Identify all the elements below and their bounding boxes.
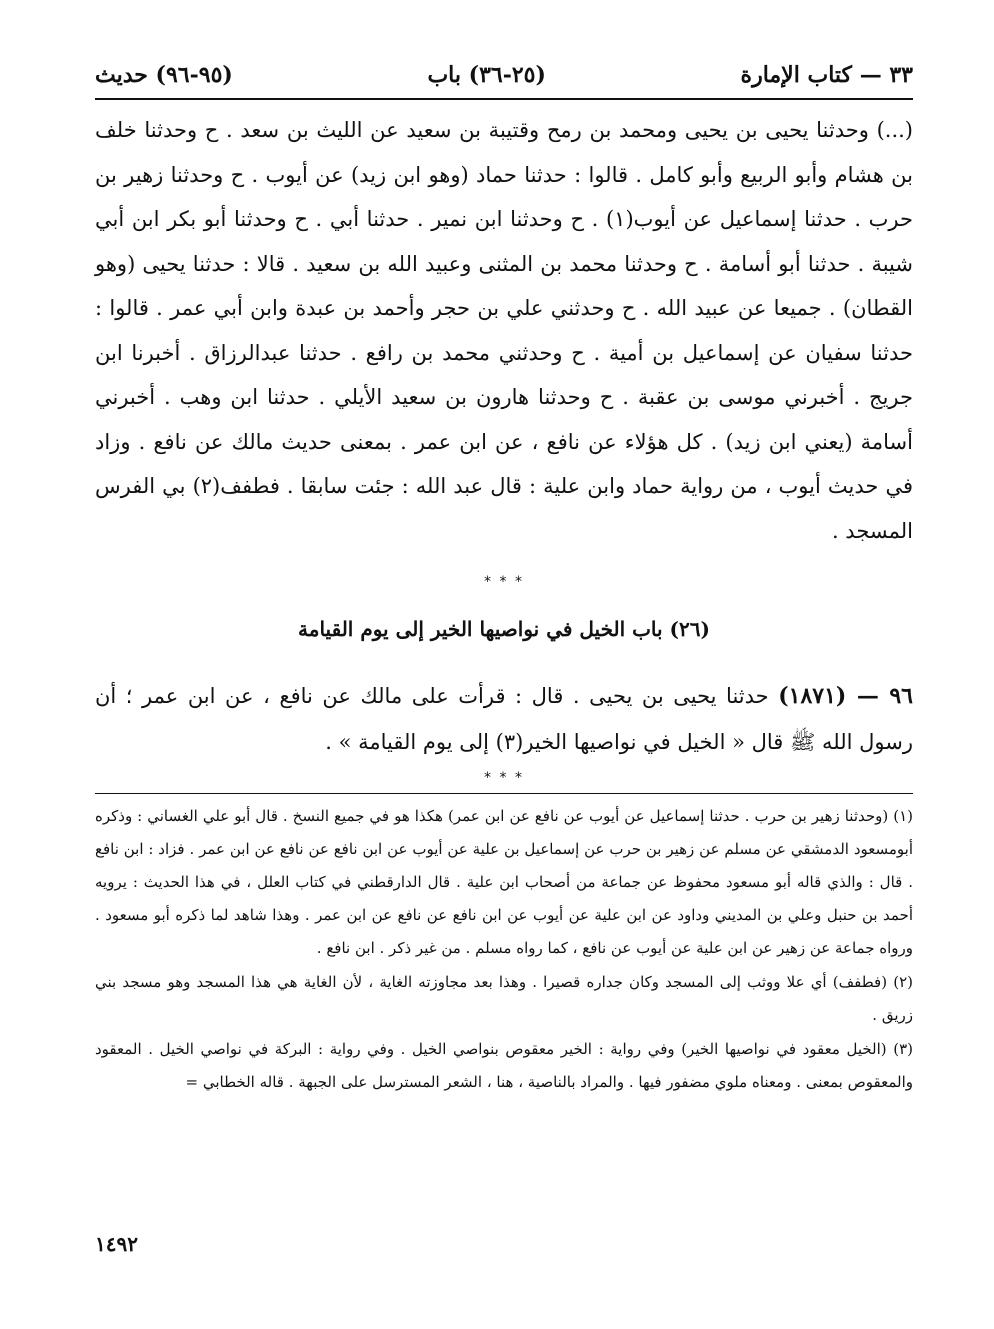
footnotes [95,800,913,1100]
footnote-1: (١) (وحدثنا زهير بن حرب . حدثنا إسماعيل عن أيوب عن نافع عن ابن عمر) هكذا هو في جميع النسخ . قال أبو علي الغساني : وذكره أبومسعود الدمشقي عن مسلم عن زهير بن حرب عن إسماعيل بن علية عن أيوب عن ابن نافع عن نافع عن ابن عمر . فزاد : ابن نافع . قال : والذي قاله أبو مسعود محفوظ عن جماعة من أصحاب ابن علية . قال الدارقطني في كتاب العلل ، في هذا الحديث : يرويه أحمد بن حنبل وعلي بن المديني وداود عن ابن علية عن أيوب عن ابن نافع عن نافع عن ابن عمر . وهذا شاهد لما ذكره أبو مسعود . ورواه جماعة عن زهير عن ابن علية عن أيوب عن نافع ، كما رواه مسلم . من غير ذكر . ابن نافع . [95,807,913,957]
header-rule [95,98,913,100]
section-separator-2: * * * [484,770,524,786]
header-book-title: ٣٣ — كتاب الإمارة [740,62,913,88]
page-number: ١٤٩٢ [95,1232,138,1256]
running-header [95,58,913,92]
hadith-block [95,673,913,765]
isnad-paragraph: (...) وحدثنا يحيى بن يحيى ومحمد بن رمح وقتيبة بن سعيد عن الليث بن سعد . ح وحدثنا خلف بن هشام وأبو الربيع وأبو كامل . قالوا : حدثنا حماد (وهو ابن زيد) عن أيوب . ح وحدثنا زهير بن حرب . حدثنا إسماعيل عن أيوب(١) . ح وحدثنا ابن نمير . حدثنا أبي . ح وحدثنا أبو بكر ابن أبي شيبة . حدثنا أبو أسامة . ح وحدثنا محمد بن المثنى وعبيد الله بن سعيد . قالا : حدثنا يحيى (وهو القطان) . جميعا عن عبيد الله . ح وحدثني علي بن حجر وأحمد بن عبدة وابن أبي عمر . قالوا : حدثنا سفيان عن إسماعيل بن أمية . ح وحدثني محمد بن رافع . حدثنا عبدالرزاق . أخبرنا ابن جريج . أخبرني موسى بن عقبة . ح وحدثنا هارون بن سعيد الأيلي . حدثنا ابن وهب . أخبرني أسامة (يعني ابن زيد) . كل هؤلاء عن نافع ، عن ابن عمر . بمعنى حديث مالك عن نافع . وزاد في حديث أيوب ، من رواية حماد وابن علية : قال عبد الله : جئت سابقا . فطفف(٢) بي الفرس المسجد . [95,118,913,543]
chapter-heading: (٢٦) باب الخيل في نواصيها الخير إلى يوم القيامة [298,617,710,641]
footnote-3: (٣) (الخيل معقود في نواصيها الخير) وفي رواية : الخير معقوص بنواصي الخيل . وفي رواية : البركة في نواصي الخيل . المعقود والمعقوص بمعنى . ومعناه ملوي مضفور فيها . والمراد بالناصية ، هنا ، الشعر المسترسل على الجبهة . قاله الخطابي = [95,1040,913,1091]
footnote-2: (٢) (فطفف) أي علا ووثب إلى المسجد وكان جداره قصيرا . وهذا بعد مجاوزته الغاية ، لأن الغاية هي هذا المسجد وهو مسجد بني زريق . [95,973,913,1024]
section-separator: * * * [484,574,524,590]
hadith-text: حدثنا يحيى بن يحيى . قال : قرأت على مالك عن نافع ، عن ابن عمر ؛ أن رسول الله ﷺ قال « الخيل في نواصيها الخير(٣) إلى يوم القيامة » . [95,684,913,754]
footnote-rule [95,793,913,794]
header-hadith-range: (٩٥-٩٦) حديث [95,62,233,88]
header-bab-range: (٢٥-٣٦) باب [427,62,546,88]
hadith-paragraph [95,673,913,765]
main-text [95,108,913,553]
hadith-number: ٩٦ — (١٨٧١) [778,683,913,709]
